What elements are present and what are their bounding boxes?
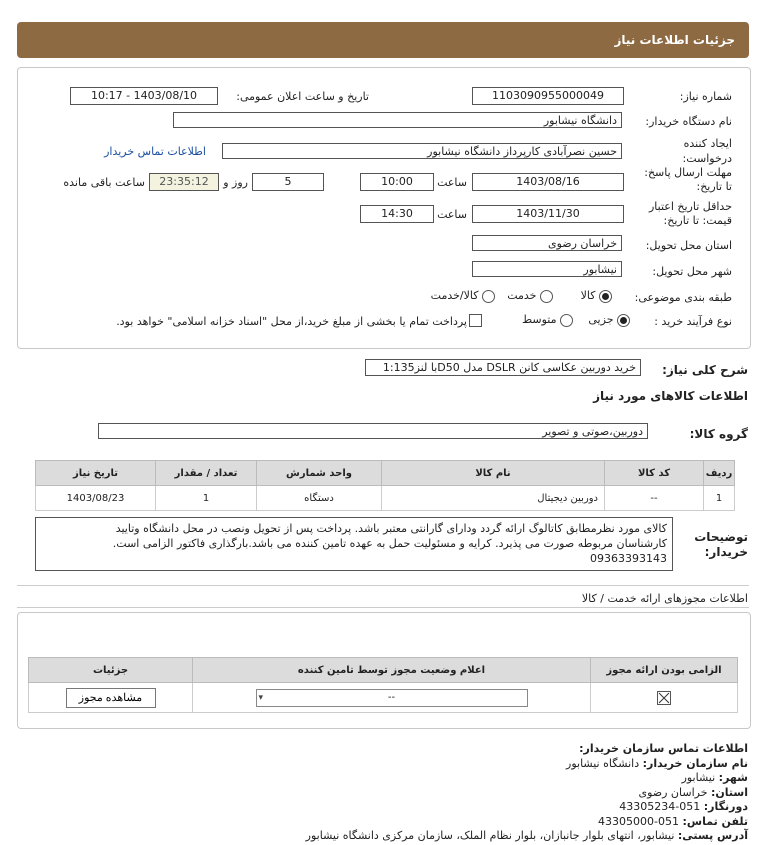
notes-line-2: کارشناسان مربوطه صورت می پذیرد. کرایه و مسئولیت حمل به عهده تامین کننده می باشد.بارگذاری فاکتور الزامی است. xyxy=(112,537,667,550)
notes-line-1: کالای مورد نظرمطابق کاتالوگ ارائه گردد ودارای گارانتی معتبر باشد. پرداخت پس از تحویل ونصب در محل دانشگاه وتایید xyxy=(115,522,667,535)
city-field: نیشابور xyxy=(472,261,622,277)
deadline-date-field: 1403/08/16 xyxy=(472,173,624,191)
goods-group-label: گروه کالا: xyxy=(689,427,748,441)
table-row xyxy=(29,683,738,713)
category-service-radio[interactable]: خدمت xyxy=(507,289,553,303)
cell-status xyxy=(193,683,591,713)
page-header xyxy=(17,22,749,58)
cell-date: 1403/08/23 xyxy=(36,486,156,511)
cell-code: -- xyxy=(605,486,704,511)
remaining-field: 23:35:12 xyxy=(149,173,219,191)
cell-row: 1 xyxy=(704,486,735,511)
validity-label-2: قیمت: تا تاریخ: xyxy=(663,214,732,227)
permits-table xyxy=(28,657,738,713)
cell-qty: 1 xyxy=(156,486,257,511)
col-row: ردیف xyxy=(704,461,735,486)
deadline-time-field: 10:00 xyxy=(360,173,434,191)
divider xyxy=(17,585,749,586)
process-label: نوع فرآیند خرید : xyxy=(654,315,732,328)
cell-details xyxy=(29,683,193,713)
contact-phone-label: تلفن تماس: xyxy=(682,814,748,828)
contact-title: اطلاعات تماس سازمان خریدار: xyxy=(579,742,748,755)
contact-fax: 051-43305234 xyxy=(619,800,701,813)
province-label: استان محل تحویل: xyxy=(645,239,732,252)
contact-city: نیشابور xyxy=(681,771,716,784)
goods-section-title: اطلاعات کالاهای مورد نیاز xyxy=(593,389,748,403)
col-date: تاریخ نیاز xyxy=(36,461,156,486)
days-label: روز و xyxy=(223,176,248,189)
process-medium-radio[interactable]: متوسط xyxy=(522,313,573,327)
creator-label-2: درخواست: xyxy=(682,152,732,165)
buyer-field: دانشگاه نیشابور xyxy=(173,112,622,128)
table-row xyxy=(36,486,735,511)
view-permit-button[interactable]: مشاهده مجوز xyxy=(66,688,156,708)
creator-field: حسین نصرآبادی کارپرداز دانشگاه نیشابور xyxy=(222,143,622,159)
divider xyxy=(17,607,749,608)
treasury-checkbox[interactable] xyxy=(469,313,482,327)
deadline-time-label: ساعت xyxy=(437,176,467,189)
goods-group-field: دوربین،صوتی و تصویر xyxy=(98,423,648,439)
contact-fax-label: دورنگار: xyxy=(703,800,748,813)
cell-name: دوربین دیجیتال xyxy=(382,486,605,511)
permits-section-title: اطلاعات مجوزهای ارائه خدمت / کالا xyxy=(581,592,748,605)
contact-phone: 051-43305000 xyxy=(598,814,680,828)
buyer-label: نام دستگاه خریدار: xyxy=(645,115,732,128)
col-details: جزئیات xyxy=(29,658,193,683)
process-minor-radio[interactable]: جزیی xyxy=(588,313,630,327)
province-field: خراسان رضوی xyxy=(472,235,622,251)
contact-buyer-link[interactable]: اطلاعات تماس خریدار xyxy=(104,145,206,158)
goods-table xyxy=(35,460,735,511)
contact-org: دانشگاه نیشابور xyxy=(566,756,640,770)
notes-label-1: توضیحات xyxy=(694,530,748,544)
remaining-label: ساعت باقی مانده xyxy=(63,176,145,189)
announce-field: 1403/08/10 - 10:17 xyxy=(70,87,218,105)
permit-status-value: -- xyxy=(387,691,396,703)
col-qty: تعداد / مقدار xyxy=(156,461,257,486)
summary-label: شرح کلی نیاز: xyxy=(662,363,748,377)
category-goods-radio[interactable]: کالا xyxy=(581,289,612,303)
validity-date-field: 1403/11/30 xyxy=(472,205,624,223)
col-name: نام کالا xyxy=(382,461,605,486)
col-status: اعلام وضعیت مجوز توسط تامین کننده xyxy=(193,658,591,683)
summary-field: خرید دوربین عکاسی کانن DSLR مدل D50با لنز1:135 xyxy=(365,359,641,376)
cell-unit: دستگاه xyxy=(257,486,382,511)
page-title: جزئیات اطلاعات نیاز xyxy=(614,33,735,47)
validity-time-field: 14:30 xyxy=(360,205,434,223)
notes-label-2: خریدار: xyxy=(704,545,748,559)
col-unit: واحد شمارش xyxy=(257,461,382,486)
treasury-note: پرداخت تمام یا بخشی از مبلغ خرید،از محل "اسناد خزانه اسلامی" خواهد بود. xyxy=(116,315,467,328)
col-code: کد کالا xyxy=(605,461,704,486)
goods-table-header xyxy=(36,461,735,486)
contact-org-label: نام سازمان خریدار: xyxy=(642,756,748,770)
city-label: شهر محل تحویل: xyxy=(652,265,732,278)
need-no-label: شماره نیاز: xyxy=(679,90,732,103)
permit-status-select[interactable] xyxy=(256,689,528,707)
deadline-label-1: مهلت ارسال پاسخ: xyxy=(644,166,732,179)
announce-label: تاریخ و ساعت اعلان عمومی: xyxy=(236,90,369,103)
notes-line-3: 09363393143 xyxy=(590,552,667,565)
required-checkbox-icon xyxy=(657,691,671,705)
contact-block xyxy=(306,742,748,844)
col-required: الزامی بودن ارائه مجوز xyxy=(591,658,738,683)
notes-box xyxy=(35,517,673,571)
category-both-radio[interactable]: کالا/خدمت xyxy=(431,289,495,303)
contact-address-label: آدرس پستی: xyxy=(677,829,748,842)
contact-city-label: شهر: xyxy=(718,771,748,784)
need-no-field: 1103090955000049 xyxy=(472,87,624,105)
cell-required xyxy=(591,683,738,713)
deadline-label-2: تا تاریخ: xyxy=(696,180,732,193)
validity-label-1: حداقل تاریخ اعتبار xyxy=(648,200,732,213)
permits-table-header xyxy=(29,658,738,683)
days-field: 5 xyxy=(252,173,324,191)
chevron-down-icon: ▾ xyxy=(258,692,264,703)
validity-time-label: ساعت xyxy=(437,208,467,221)
contact-province: خراسان رضوی xyxy=(638,785,708,799)
creator-label-1: ایجاد کننده xyxy=(683,137,732,150)
category-label: طبقه بندی موضوعی: xyxy=(634,291,732,304)
contact-province-label: استان: xyxy=(711,785,748,799)
contact-address: نیشابور، انتهای بلوار جانبازان، بلوار نظام الملک، سازمان مرکزی دانشگاه نیشابور xyxy=(305,829,675,842)
